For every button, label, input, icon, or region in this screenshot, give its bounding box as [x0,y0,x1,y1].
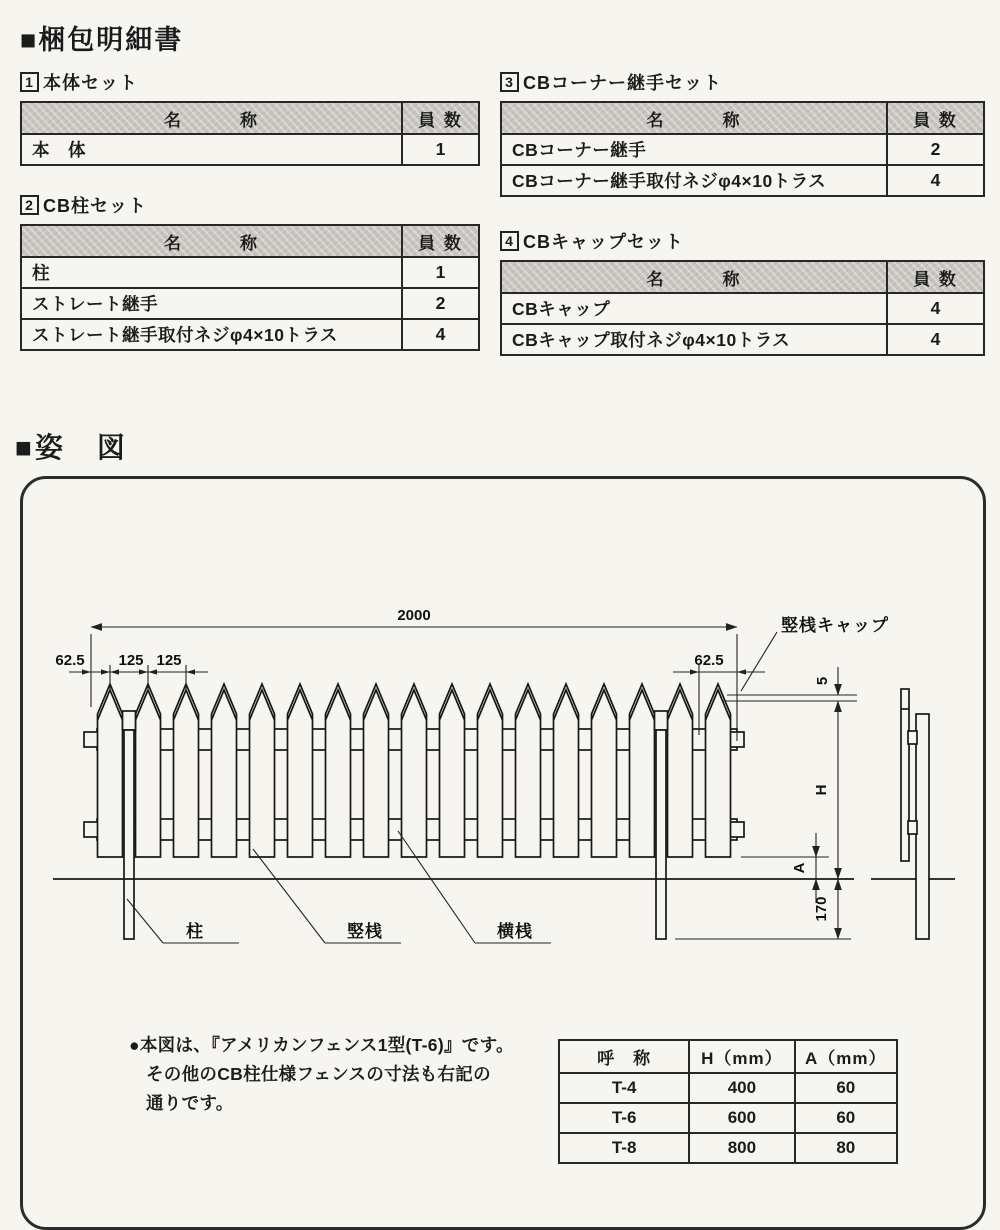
packing-table-1 [20,101,480,166]
spec-row [559,1073,897,1103]
pickets [98,684,731,857]
note-line-1: ●本図は、『アメリカンフェンス1型(T-6)』です。 [129,1035,514,1055]
packing-column-right [500,69,985,382]
header-qty: 員 数 [402,225,479,257]
set-3-number: 3 [500,72,519,92]
cell-qty: 4 [887,293,984,324]
table-row [21,319,479,350]
spec-model: T-8 [559,1133,689,1163]
header-name: 名 称 [21,225,402,257]
cell-qty: 4 [887,324,984,355]
table-header-row [501,102,984,134]
table-row [501,293,984,324]
dim-62-5-right: 62.5 [694,652,724,669]
set-3-label: CBコーナー継手セット [523,73,722,93]
dimension-height-H [813,701,838,879]
spec-model: T-6 [559,1103,689,1133]
cell-name: ストレート継手取付ネジφ4×10トラス [21,319,402,350]
cell-name: CBキャップ [501,293,887,324]
header-name: 名 称 [501,102,887,134]
packing-set-4 [500,228,985,356]
spec-A-value: 60 [795,1103,897,1133]
cell-qty: 1 [402,134,479,165]
label-post: 柱 [186,922,204,941]
table-row [501,324,984,355]
set-4-number: 4 [500,231,519,251]
spec-H-value: 600 [689,1103,794,1133]
dimension-A [741,833,829,903]
table-header-row [21,225,479,257]
spec-A-value: 80 [795,1133,897,1163]
packing-set-2 [20,192,480,351]
cell-qty: 1 [402,257,479,288]
table-header-row [501,261,984,293]
label-picket: 竪桟 [347,922,383,941]
cell-name: CBキャップ取付ネジφ4×10トラス [501,324,887,355]
header-qty: 員 数 [402,102,479,134]
header-qty: 員 数 [887,261,984,293]
packing-column-left [20,69,480,377]
right-post [655,711,668,939]
cell-name: CBコーナー継手取付ネジφ4×10トラス [501,165,887,196]
set-1-label: 本体セット [43,73,138,93]
packing-set-1 [20,69,480,166]
size-spec-table [558,1039,898,1164]
dim-170: 170 [813,896,830,922]
spec-row [559,1103,897,1133]
set-1-title [20,69,480,95]
dim-62-5-left: 62.5 [55,652,85,669]
dimension-embed-170 [813,879,838,939]
table-row [501,165,984,196]
cell-qty: 2 [402,288,479,319]
figure-panel [20,476,986,1230]
spec-row [559,1133,897,1163]
label-picket-cap: 竪桟キャップ [781,616,889,635]
set-3-title [500,69,985,95]
set-2-label: CB柱セット [43,196,147,216]
packing-table-2 [20,224,480,351]
cell-qty: 2 [887,134,984,165]
cell-qty: 4 [887,165,984,196]
cell-name: 本 体 [21,134,402,165]
dim-H: H [813,784,830,796]
header-name: 名 称 [21,102,402,134]
picket-label [253,849,401,943]
spec-header-H: H（mm） [689,1040,794,1073]
cell-name: ストレート継手 [21,288,402,319]
note-line-3: 通りです。 [146,1093,234,1113]
table-row [21,134,479,165]
cell-qty: 4 [402,319,479,350]
set-2-title [20,192,480,218]
dim-5: 5 [814,676,831,686]
dim-125-a: 125 [118,652,144,669]
spec-A-value: 60 [795,1073,897,1103]
cell-name: CBコーナー継手 [501,134,887,165]
spec-model: T-4 [559,1073,689,1103]
set-1-number: 1 [20,72,39,92]
side-view [901,689,929,939]
header-name: 名 称 [501,261,887,293]
table-row [21,288,479,319]
spec-header-A: A（mm） [795,1040,897,1073]
left-post [123,711,136,939]
header-qty: 員 数 [887,102,984,134]
spec-H-value: 400 [689,1073,794,1103]
cell-name: 柱 [21,257,402,288]
table-row [21,257,479,288]
post-label [127,899,239,943]
set-2-number: 2 [20,195,39,215]
packing-table-4 [500,260,985,356]
label-rail: 横桟 [497,922,533,941]
packing-tables-grid [20,69,985,382]
spec-H-value: 800 [689,1133,794,1163]
note-line-2: その他のCB柱仕様フェンスの寸法も右記の [146,1064,491,1084]
set-4-title [500,228,985,254]
set-4-label: CBキャップセット [523,232,684,252]
spec-header-name: 呼 称 [559,1040,689,1073]
table-row [501,134,984,165]
figure-note [129,1031,529,1118]
figure-title: ■姿 図 [15,432,128,463]
packing-list-title: ■梱包明細書 [20,25,184,55]
dim-A: A [791,862,808,874]
table-header-row [21,102,479,134]
dim-125-b: 125 [156,652,182,669]
packing-table-3 [500,101,985,197]
packing-set-3 [500,69,985,197]
spec-header-row [559,1040,897,1073]
dim-2000: 2000 [397,607,431,624]
